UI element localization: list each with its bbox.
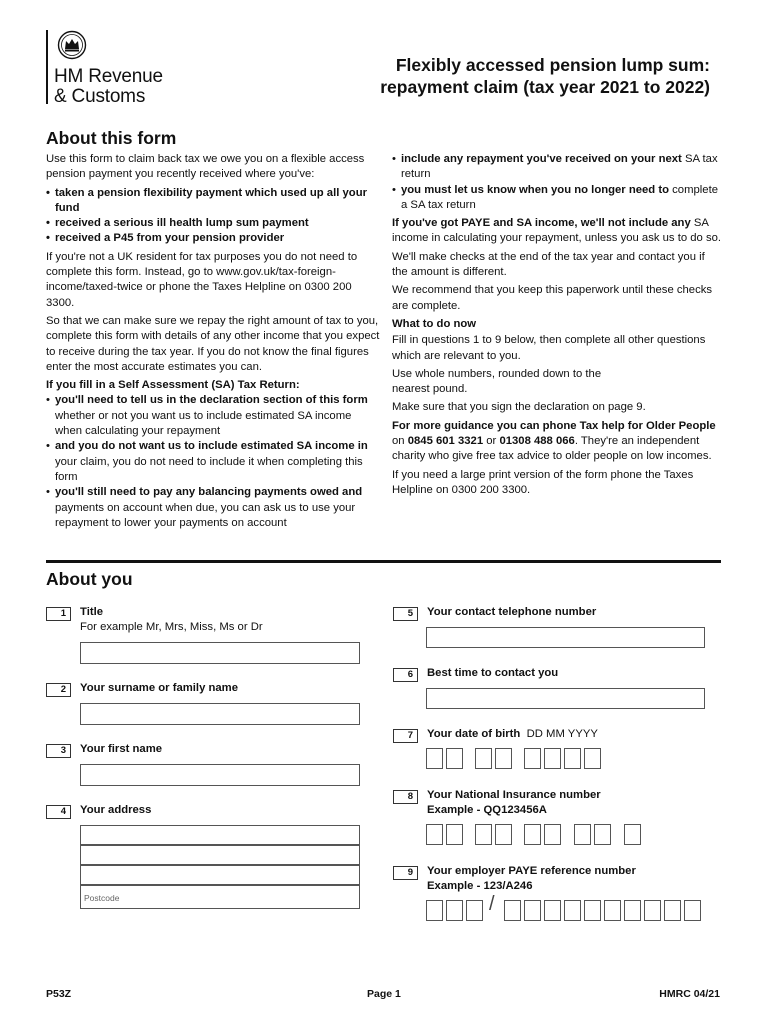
- ni-digit[interactable]: [524, 824, 541, 845]
- question-label: Your contact telephone number: [427, 606, 597, 618]
- paye-digit[interactable]: [684, 900, 701, 921]
- ni-digit[interactable]: [544, 824, 561, 845]
- fill-text: Fill in questions 1 to 9 below, then complete all other questions which are relevant to you.: [392, 334, 706, 362]
- large-print-text: If you need a large print version of the form phone the Taxes Helpline on 0300 200 3300.: [392, 468, 694, 496]
- sign-text: Make sure that you sign the declaration on page 9.: [392, 401, 646, 414]
- paye-digit[interactable]: [466, 900, 483, 921]
- dob-month-digit[interactable]: [495, 748, 512, 769]
- dob-month-digit[interactable]: [475, 748, 492, 769]
- first-name-field[interactable]: [80, 764, 360, 786]
- paye-text: If you've got PAYE and SA income, we'll not include any SA income in calculating your repayment, unless you ask us to do so.: [392, 217, 722, 245]
- list-item: • taken a pension flexibility payment which used up all your fund: [46, 186, 380, 217]
- list-item: • you'll need to tell us in the declaration section of this form whether or not you want us to include estimated SA income when calculating your repayment: [46, 393, 380, 439]
- title-field[interactable]: [80, 642, 360, 664]
- dob-year-digit[interactable]: [564, 748, 581, 769]
- org-name: HM Revenue & Customs: [54, 66, 163, 107]
- paye-digit[interactable]: [544, 900, 561, 921]
- ni-digit[interactable]: [426, 824, 443, 845]
- best-time-field[interactable]: [426, 688, 705, 709]
- paye-digit[interactable]: [664, 900, 681, 921]
- question-number: 5: [393, 607, 418, 621]
- non-resident-text: If you're not a UK resident for tax purposes you do not need to complete this form. Instead, go to www.gov.uk/tax-foreign-income/taxed-twice or phone the Taxes Helpline on 0300 200 3300.: [46, 250, 358, 309]
- question-label: Your date of birth DD MM YYYY: [427, 728, 598, 740]
- form-title: Flexibly accessed pension lump sum: repayment claim (tax year 2021 to 2022): [380, 55, 710, 97]
- question-number: 3: [46, 744, 71, 758]
- paye-digit[interactable]: [564, 900, 581, 921]
- crown-crest-icon: [55, 30, 89, 60]
- section-divider: [46, 560, 721, 563]
- question-hint: Example - 123/A246: [427, 880, 533, 892]
- paye-digit[interactable]: [604, 900, 621, 921]
- question-number: 8: [393, 790, 418, 804]
- question-label: Your first name: [80, 743, 163, 755]
- sa-return-bullets: [392, 152, 722, 213]
- question-number: 2: [46, 683, 71, 697]
- ni-digit[interactable]: [574, 824, 591, 845]
- question-label: Your surname or family name: [80, 682, 238, 694]
- question-number: 4: [46, 805, 71, 819]
- paye-digit[interactable]: [446, 900, 463, 921]
- guidance-text: For more guidance you can phone Tax help for Older People on 0845 601 3321 or 01308 488 066. They're an independent charity who give free tax advice to older people on low incomes.: [392, 419, 716, 463]
- address-line-1-field[interactable]: [80, 825, 360, 845]
- ni-digit[interactable]: [594, 824, 611, 845]
- keep-text: We recommend that you keep this paperwork until these checks are complete.: [392, 284, 713, 312]
- ni-digit[interactable]: [495, 824, 512, 845]
- checks-text: We'll make checks at the end of the tax year and contact you if the amount is different.: [392, 250, 705, 279]
- list-item: • include any repayment you've received on your next SA tax return: [392, 152, 722, 183]
- paye-digit[interactable]: [644, 900, 661, 921]
- paye-digit[interactable]: [584, 900, 601, 921]
- list-item: • and you do not want us to include estimated SA income in your claim, you do not need to include it when completing this form: [46, 439, 380, 485]
- dob-day-digit[interactable]: [426, 748, 443, 769]
- question-number: 6: [393, 668, 418, 682]
- paye-digit[interactable]: [624, 900, 641, 921]
- question-hint: Example - QQ123456A: [427, 804, 547, 816]
- ni-digit[interactable]: [475, 824, 492, 845]
- ni-digit[interactable]: [446, 824, 463, 845]
- dob-year-digit[interactable]: [584, 748, 601, 769]
- question-hint: For example Mr, Mrs, Miss, Ms or Dr: [80, 621, 263, 633]
- repay-right-text: So that we can make sure we repay the right amount of tax to you, complete this form with details of any other income that you expect to receive during the tax year. If you do not know the final figures enter the most accurate estimates you can.: [46, 314, 380, 373]
- postcode-field[interactable]: Postcode: [80, 885, 360, 909]
- address-line-2-field[interactable]: [80, 845, 360, 865]
- what-to-do-heading: What to do now: [392, 317, 477, 330]
- sa-heading: If you fill in a Self Assessment (SA) Tax Return:: [46, 379, 300, 392]
- question-number: 7: [393, 729, 418, 743]
- sa-bullets: [46, 393, 380, 531]
- question-label: Best time to contact you: [427, 667, 559, 679]
- question-label: Your employer PAYE reference number: [427, 865, 636, 877]
- whole-numbers-text: Use whole numbers, rounded down to the nearest pound.: [392, 367, 602, 396]
- list-item: • you'll still need to pay any balancing payments owed and payments on account when due, you can ask us to use your repayment to lower your payments on account: [46, 485, 380, 531]
- dob-year-digit[interactable]: [524, 748, 541, 769]
- telephone-field[interactable]: [426, 627, 705, 648]
- form-version: HMRC 04/21: [659, 988, 720, 1000]
- question-hint: DD MM YYYY: [526, 728, 598, 740]
- address-line-3-field[interactable]: [80, 865, 360, 885]
- question-label: Title: [80, 606, 104, 618]
- list-item: • received a serious ill health lump sum payment: [46, 216, 380, 231]
- question-label: Your address: [80, 804, 152, 816]
- question-number: 1: [46, 607, 71, 621]
- surname-field[interactable]: [80, 703, 360, 725]
- list-item: • received a P45 from your pension provider: [46, 231, 380, 246]
- question-number: 9: [393, 866, 418, 880]
- about-you-heading: About you: [46, 569, 133, 589]
- paye-digit[interactable]: [524, 900, 541, 921]
- about-form-heading: About this form: [46, 128, 177, 148]
- dob-day-digit[interactable]: [446, 748, 463, 769]
- paye-separator: /: [489, 893, 495, 915]
- list-item: • you must let us know when you no longer need to complete a SA tax return: [392, 183, 722, 214]
- logo-divider: [46, 30, 48, 104]
- dob-year-digit[interactable]: [544, 748, 561, 769]
- paye-digit[interactable]: [504, 900, 521, 921]
- page-number: Page 1: [367, 988, 401, 1000]
- intro-text: Use this form to claim back tax we owe you on a flexible access pension payment you recently received where you've:: [46, 153, 365, 181]
- about-form-right-column: [392, 152, 722, 501]
- about-form-left-column: [46, 152, 380, 534]
- intro-bullets: [46, 186, 380, 247]
- ni-digit[interactable]: [624, 824, 641, 845]
- paye-digit[interactable]: [426, 900, 443, 921]
- form-code: P53Z: [46, 988, 72, 1000]
- question-label: Your National Insurance number: [427, 789, 601, 801]
